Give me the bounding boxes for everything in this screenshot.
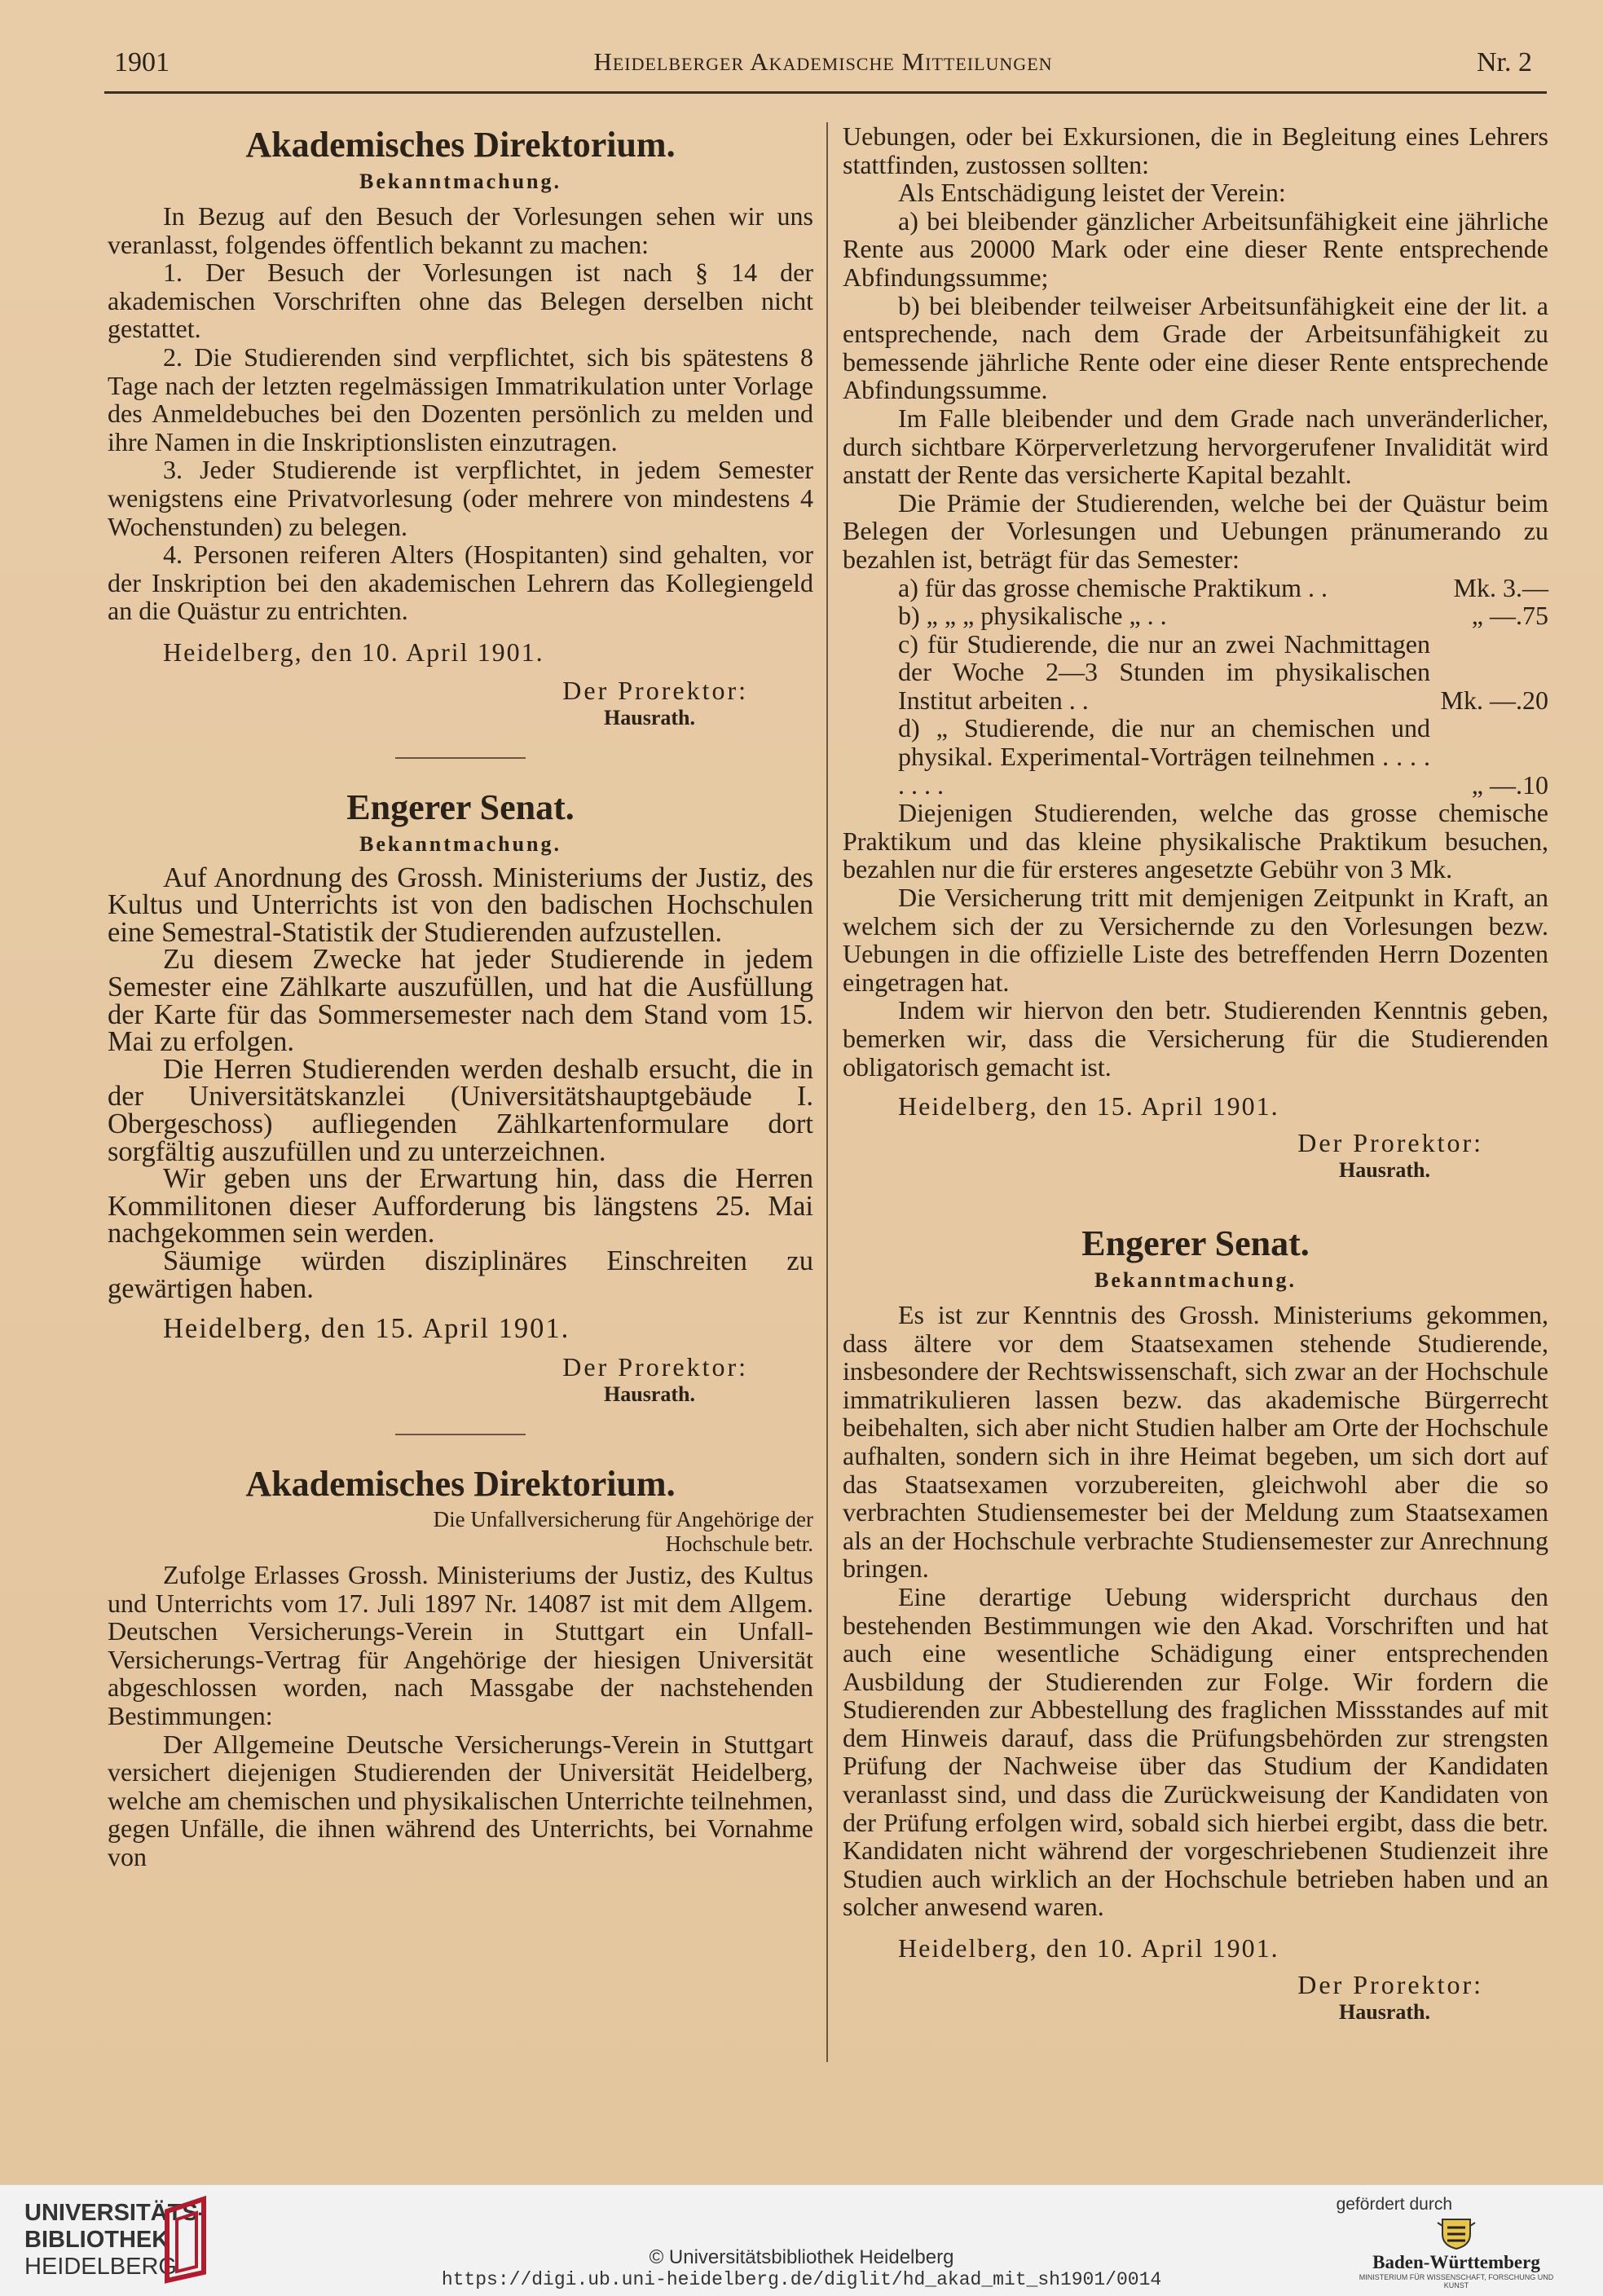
- section-separator: [395, 1434, 526, 1435]
- header-rule: [104, 91, 1547, 94]
- date-line: Heidelberg, den 10. April 1901.: [163, 637, 544, 667]
- paragraph: Es ist zur Kenntnis des Grossh. Ministeriums gekommen, dass ältere vor dem Staatsexamen stehende Studierende, insbesondere der Rechtswissenschaft, sich zwar an der Hochschule immatrikulieren lassen bezw. das akademische Bürgerrecht beibehalten, sich aber nicht Studien halber am Orte der Hochschule aufhalten, sondern sich in ihre Heimat begeben, um sich dort auf das Staatsexamen vorzubereiten, gleichwohl aber die so verbrachten Studiensemester bei der Meldung zum Staatsexamen als an der Hochschule verbrachte Studiensemester zur Anrechnung bringen.: [843, 1299, 1548, 1584]
- state-logo[interactable]: [1354, 2214, 1558, 2288]
- fee-amount: „ —.75: [1471, 601, 1548, 631]
- library-line-2: BIBLIOTHEK: [24, 2227, 170, 2253]
- header-year: 1901: [114, 47, 170, 77]
- copyright-notice: © Universitätsbibliothek Heidelberg: [649, 2246, 954, 2268]
- signature-name: Hausrath.: [1339, 1158, 1430, 1183]
- paragraph: In Bezug auf den Besuch der Vorlesungen sehen wir uns veranlasst, folgendes öffentlich bekannt zu machen:: [108, 201, 813, 259]
- fee-amount: Mk. 3.—: [1453, 572, 1548, 602]
- library-line-3: HEIDELBERG: [24, 2254, 177, 2280]
- signature-title: Der Prorektor:: [562, 675, 748, 705]
- signature-title: Der Prorektor:: [562, 1351, 748, 1382]
- paragraph: Zufolge Erlasses Grossh. Ministeriums der Justiz, des Kultus und Unterrichts vom 17. Juli 1897 Nr. 14087 ist mit dem Allgem. Deutschen Versicherungs-Verein in Stuttgart ein Unfall-Versicherungs-Vertrag für Angehörige der hiesigen Universität abgeschlossen worden, nach Massgabe der nachstehenden Bestimmungen:: [108, 1559, 813, 1730]
- fee-row: [898, 602, 1548, 630]
- signature-title: Der Prorektor:: [1297, 1127, 1483, 1157]
- fee-row: [898, 574, 1548, 602]
- paragraph: b) bei bleibender teilweiser Arbeitsunfähigkeit eine der lit. a entsprechende, nach dem Grade der Arbeitsunfähigkeit zu bemessende jährliche Rente oder eine dieser Rente entsprechende Abfindungssumme.: [843, 290, 1548, 405]
- paragraph: Die Herren Studierenden werden deshalb ersucht, die in der Universitätskanzlei (Universitätshauptgebäude I. Obergeschoss) aufliegenden Zählkartenformulare dort sorgfältig auszufüllen und zu unterzeichnen.: [108, 1053, 813, 1167]
- section-title: Akademisches Direktorium.: [245, 125, 676, 165]
- fee-label: a) für das grosse chemische Praktikum . .: [898, 572, 1328, 602]
- state-name: Baden-Württemberg: [1372, 2252, 1540, 2272]
- fee-label: b) „ „ „ physikalische „ . .: [898, 601, 1167, 631]
- date-line: Heidelberg, den 15. April 1901.: [898, 1091, 1279, 1122]
- column-divider: [826, 122, 828, 2062]
- coat-of-arms-icon: [1436, 2214, 1477, 2250]
- right-column: [843, 122, 1548, 2027]
- fee-label: d) „ Studierende, die nur an chemischen und physikal. Experimental-Vorträgen teilnehmen . . . . . . . .: [898, 713, 1430, 800]
- section-separator: [395, 757, 526, 759]
- paragraph: Zu diesem Zwecke hat jeder Studierende in jedem Semester eine Zählkarte auszufüllen, und hat die Ausfüllung der Karte für das Sommersemester nach dem Stand vom 15. Mai zu erfolgen.: [108, 944, 813, 1058]
- notice-body: [108, 862, 813, 1345]
- paragraph: Indem wir hiervon den betr. Studierenden Kenntnis geben, bemerken wir, dass die Versicherung für die Studierenden obligatorisch gemacht ist.: [843, 995, 1548, 1082]
- paragraph: Die Versicherung tritt mit demjenigen Zeitpunkt in Kraft, an welchem sich der zu Versichernde zu den Vorlesungen bezw. Uebungen in die offizielle Liste des betreffenden Herrn Dozenten eingetragen hat.: [843, 883, 1548, 997]
- paragraph: a) bei bleibender gänzlicher Arbeitsunfähigkeit eine jährliche Rente aus 20000 Mark oder eine dieser Rente entsprechende Abfindungssumme;: [843, 205, 1548, 292]
- paragraph: 3. Jeder Studierende ist verpflichtet, in jedem Semester wenigstens eine Privatvorlesung (oder mehrere von mindestens 4 Wochenstunden) zu belegen.: [108, 455, 813, 541]
- section-subject: Die Unfallversicherung für Angehörige der Hochschule betr.: [433, 1506, 813, 1556]
- fee-amount: „ —.10: [1471, 769, 1548, 800]
- fee-row: [898, 630, 1548, 715]
- paragraph: Säumige würden disziplinäres Einschreiten zu gewärtigen haben.: [108, 1245, 813, 1304]
- signature-name: Hausrath.: [604, 1382, 695, 1407]
- paragraph: 2. Die Studierenden sind verpflichtet, sich bis spätestens 8 Tage nach der letzten regelmässigen Immatrikulation unter Vorlage des Anmeldebuches bei den Dozenten persönlich zu melden und ihre Namen in die Inskriptionslisten einzutragen.: [108, 342, 813, 456]
- paragraph: Wir geben uns der Erwartung hin, dass die Herren Kommilitonen dieser Aufforderung bis längstens 25. Mai nachgekommen sein werden.: [108, 1163, 813, 1249]
- signature-name: Hausrath.: [604, 706, 695, 730]
- page-header: [114, 47, 1532, 88]
- paragraph: Diejenigen Studierenden, welche das grosse chemische Praktikum und das kleine physikalische Praktikum besuchen, bezahlen nur die für ersteres angesetzte Gebühr von 3 Mk.: [843, 798, 1548, 884]
- permalink[interactable]: https://digi.ub.uni-heidelberg.de/diglit/hd_akad_mit_sh1901/0014: [441, 2269, 1162, 2290]
- paragraph: Als Entschädigung leistet der Verein:: [898, 178, 1286, 208]
- viewer-footer: [0, 2184, 1603, 2296]
- paragraph: Uebungen, oder bei Exkursionen, die in Begleitung eines Lehrers stattfinden, zustossen sollten:: [843, 121, 1548, 179]
- section-subtitle: Bekanntmachung.: [1094, 1267, 1297, 1292]
- funded-by-label: gefördert durch: [1336, 2195, 1452, 2214]
- paragraph: Auf Anordnung des Grossh. Ministeriums der Justiz, des Kultus und Unterrichts ist von den badischen Hochschulen eine Semestral-Statistik der Studierenden aufzustellen.: [108, 862, 813, 948]
- fee-list: [843, 574, 1548, 800]
- paragraph: Eine derartige Uebung widerspricht durchaus den bestehenden Bestimmungen wie den Akad. Vorschriften und hat auch eine wesentliche Schädigung einer entsprechenden Ausbildung der Studierenden zur Folge. Wir fordern die Studierenden zur Abbestellung des fraglichen Missstandes auf mit dem Hinweis darauf, dass die Prüfungsbehörden zur strengsten Prüfung der Nachweise über das Studium der Kandidaten veranlasst sind, und dass die Zurückweisung der Kandidaten von der Prüfung erfolgen wird, sobald sich hierbei ergibt, dass die betr. Kandidaten nicht während der vorgeschriebenen Studienzeit ihre Studien auch wirklich an der Hochschule betrieben haben und an solcher anwesend waren.: [843, 1581, 1548, 1922]
- signature-name: Hausrath.: [1339, 2000, 1430, 2025]
- section-title: Akademisches Direktorium.: [245, 1463, 676, 1504]
- paragraph: Der Allgemeine Deutsche Versicherungs-Verein in Stuttgart versichert diejenigen Studierenden der Universität Heidelberg, welche am chemischen und physikalischen Unterrichte teilnehmen, gegen Unfälle, die ihnen während des Unterrichts, bei Vornahme von: [108, 1729, 813, 1871]
- paragraph: Die Prämie der Studierenden, welche bei der Quästur beim Belegen der Vorlesungen und Uebungen pränumerando zu bezahlen ist, beträgt für das Semester:: [843, 487, 1548, 574]
- section-subtitle: Bekanntmachung.: [359, 170, 561, 193]
- section-subtitle: Bekanntmachung.: [359, 831, 561, 856]
- signature-title: Der Prorektor:: [1297, 1969, 1483, 1999]
- left-column: [108, 122, 813, 1871]
- section-title: Engerer Senat.: [346, 787, 575, 827]
- library-line-1: UNIVERSITÄTS-: [24, 2200, 206, 2226]
- section-title: Engerer Senat.: [1081, 1223, 1310, 1263]
- paragraph: Im Falle bleibender und dem Grade nach unveränderlicher, durch sichtbare Körperverletzung hervorgerufener Invalidität wird anstatt der Rente das versicherte Kapital bezahlt.: [843, 403, 1548, 490]
- paragraph: 1. Der Besuch der Vorlesungen ist nach § 14 der akademischen Vorschriften ohne das Belegen derselben nicht gestattet.: [108, 258, 813, 344]
- header-title: Heidelberger Akademische Mitteilungen: [593, 47, 1053, 76]
- date-line: Heidelberg, den 15. April 1901.: [163, 1313, 570, 1345]
- header-number: Nr. 2: [1477, 47, 1532, 77]
- fee-label: c) für Studierende, die nur an zwei Nachmittagen der Woche 2—3 Stunden im physikalischen Institut arbeiten . .: [898, 628, 1430, 715]
- date-line: Heidelberg, den 10. April 1901.: [898, 1933, 1279, 1963]
- fee-row: [898, 714, 1548, 799]
- fee-amount: Mk. —.20: [1440, 685, 1548, 715]
- paragraph: 4. Personen reiferen Alters (Hospitanten) sind gehalten, vor der Inskription bei den akademischen Lehrern das Kollegiengeld an die Quästur zu entrichten.: [108, 540, 813, 626]
- ministry-name: MINISTERIUM FÜR WISSENSCHAFT, FORSCHUNG UND KUNST: [1359, 2273, 1554, 2289]
